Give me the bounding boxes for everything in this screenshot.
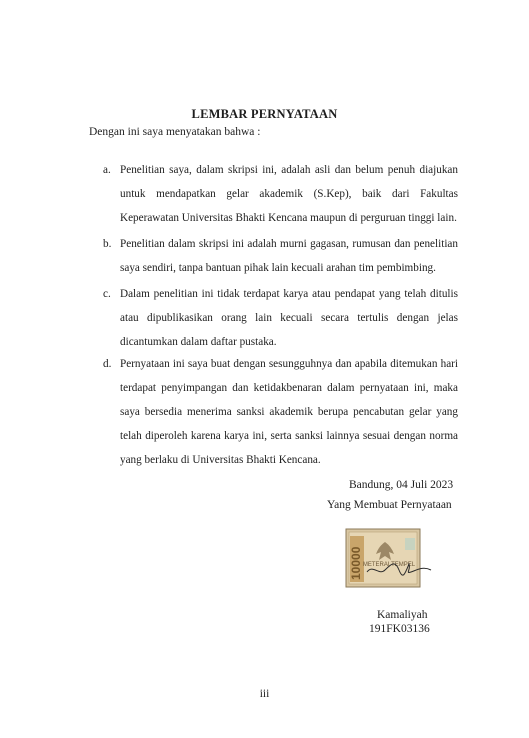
list-item-line: untuk mendapatkan gelar akademik (S.Kep), baik dari Fakultas [120,188,458,200]
place-date: Bandung, 04 Juli 2023 [349,479,454,491]
hologram [405,538,415,550]
list-item-line: Keperawatan Universitas Bhakti Kencana maupun di perguruan tinggi lain. [120,212,457,224]
list-marker: a. [103,164,111,176]
stamp-graphic [345,528,435,590]
intro-text: Dengan ini saya menyatakan bahwa : [89,126,261,138]
stamp-value: 10000 [349,546,363,580]
signer-name: Kamaliyah [377,609,428,621]
list-item-line: telah diperoleh karena karya ini, serta sanksi lainnya sesuai dengan norma [120,430,458,442]
signer-role: Yang Membuat Pernyataan [327,499,452,511]
signer-nim: 191FK03136 [369,623,430,635]
list-item-line: saya bersedia menerima sanksi akademik berupa pencabutan gelar yang [120,406,458,418]
meterai-stamp-with-signature [345,528,435,590]
list-item-line: Penelitian saya, dalam skripsi ini, adalah asli dan belum penuh diajukan [120,164,458,176]
document-title: LEMBAR PERNYATAAN [191,107,338,121]
page-number: iii [259,688,270,700]
list-marker: c. [103,288,111,300]
list-item-line: atau dipublikasikan orang lain kecuali secara tertulis dengan jelas [120,312,458,324]
list-marker: d. [103,358,112,370]
list-item-line: saya sendiri, tanpa bantuan pihak lain kecuali arahan tim pembimbing. [120,262,436,274]
list-item-line: dicantumkan dalam daftar pustaka. [120,336,277,348]
list-item-line: yang berlaku di Universitas Bhakti Kencana. [120,454,321,466]
list-item-line: Dalam penelitian ini tidak terdapat karya atau pendapat yang telah ditulis [120,288,458,300]
list-item-line: terdapat penyimpangan dan ketidakbenaran dalam pernyataan ini, maka [120,382,458,394]
list-item-line: Pernyataan ini saya buat dengan sesungguhnya dan apabila ditemukan hari [120,358,458,370]
list-marker: b. [103,238,112,250]
list-item-line: Penelitian dalam skripsi ini adalah murni gagasan, rumusan dan penelitian [120,238,458,250]
stamp-label: METERAI TEMPEL [362,562,416,568]
